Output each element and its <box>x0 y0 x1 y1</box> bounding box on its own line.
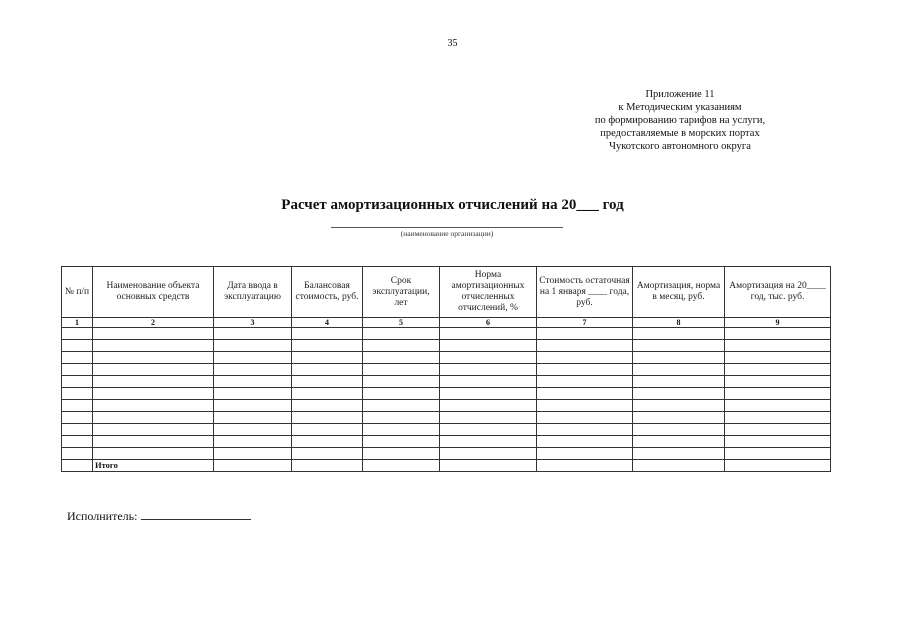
table-row <box>62 448 831 460</box>
table-cell <box>725 328 831 340</box>
table-cell <box>363 400 440 412</box>
column-number-row <box>62 318 831 328</box>
table-cell <box>440 412 537 424</box>
header-number: № п/п <box>62 267 93 318</box>
table-cell <box>440 424 537 436</box>
appendix-line: по формированию тарифов на услуги, <box>594 115 766 126</box>
table-row <box>62 364 831 376</box>
table-cell <box>62 424 93 436</box>
table-cell <box>62 460 93 472</box>
table-cell <box>633 376 725 388</box>
table-cell <box>537 388 633 400</box>
appendix-line: Чукотского автономного округа <box>609 141 751 152</box>
header-monthly-depreciation: Амортизация, норма в месяц, руб. <box>633 267 725 318</box>
table-cell <box>292 460 363 472</box>
table-cell <box>292 412 363 424</box>
table-cell <box>62 364 93 376</box>
executor-signature-line <box>141 507 251 520</box>
header-asset-name: Наименование объекта основных средств <box>93 267 214 318</box>
table-header-row <box>62 267 831 318</box>
table-row <box>62 352 831 364</box>
table-cell <box>62 328 93 340</box>
executor-label: Исполнитель: <box>67 509 138 523</box>
table-cell <box>440 364 537 376</box>
table-cell <box>537 436 633 448</box>
table-cell <box>214 328 292 340</box>
table-cell <box>214 460 292 472</box>
table-cell <box>725 436 831 448</box>
table-cell <box>633 352 725 364</box>
table-cell <box>725 460 831 472</box>
column-number: 7 <box>537 318 633 328</box>
table-cell <box>93 388 214 400</box>
table-cell <box>537 376 633 388</box>
table-cell <box>93 364 214 376</box>
table-cell <box>214 364 292 376</box>
table-cell <box>633 340 725 352</box>
table-cell <box>537 460 633 472</box>
table-row <box>62 388 831 400</box>
table-cell <box>440 436 537 448</box>
table-cell <box>93 424 214 436</box>
table-cell <box>292 424 363 436</box>
table-cell <box>93 400 214 412</box>
table-cell <box>440 352 537 364</box>
appendix-reference <box>560 88 800 153</box>
table-cell <box>725 388 831 400</box>
table-cell <box>633 460 725 472</box>
table-cell <box>292 352 363 364</box>
table-row <box>62 436 831 448</box>
table-cell <box>537 352 633 364</box>
table-cell <box>62 436 93 448</box>
header-residual-value: Стоимость остаточная на 1 января ____ года, руб. <box>537 267 633 318</box>
table-cell <box>440 376 537 388</box>
table-row <box>62 376 831 388</box>
total-row <box>62 460 831 472</box>
table-cell <box>93 376 214 388</box>
table-cell <box>93 412 214 424</box>
table-cell <box>214 376 292 388</box>
table-cell <box>62 376 93 388</box>
table-cell <box>363 352 440 364</box>
header-annual-depreciation: Амортизация на 20____ год, тыс. руб. <box>725 267 831 318</box>
table-cell <box>725 340 831 352</box>
table-cell <box>214 436 292 448</box>
table-row <box>62 400 831 412</box>
header-service-life: Срок эксплуатации, лет <box>363 267 440 318</box>
appendix-line: Приложение 11 <box>645 89 715 100</box>
table-cell <box>62 448 93 460</box>
table-cell <box>93 352 214 364</box>
table-cell <box>537 412 633 424</box>
table-cell <box>537 400 633 412</box>
table-cell <box>363 364 440 376</box>
table-cell <box>537 424 633 436</box>
table-cell <box>633 328 725 340</box>
table-cell <box>537 448 633 460</box>
table-cell <box>633 388 725 400</box>
table-cell <box>93 448 214 460</box>
header-commission-date: Дата ввода в эксплуатацию <box>214 267 292 318</box>
amortization-table <box>61 266 831 472</box>
appendix-line: к Методическим указаниям <box>618 102 742 113</box>
table-cell <box>363 388 440 400</box>
table-cell <box>93 340 214 352</box>
table-cell <box>363 448 440 460</box>
table-cell <box>62 352 93 364</box>
table-cell <box>292 376 363 388</box>
table-cell <box>725 448 831 460</box>
organization-name-line <box>331 227 563 228</box>
table-cell <box>440 328 537 340</box>
appendix-line: предоставляемые в морских портах <box>600 128 760 139</box>
table-cell <box>292 436 363 448</box>
table-cell <box>633 424 725 436</box>
table-cell <box>214 352 292 364</box>
table-cell <box>93 328 214 340</box>
executor-signature <box>67 507 251 524</box>
table-cell <box>440 400 537 412</box>
table-cell <box>292 328 363 340</box>
table-cell <box>440 340 537 352</box>
table-row <box>62 424 831 436</box>
column-number: 4 <box>292 318 363 328</box>
table-cell <box>633 364 725 376</box>
table-cell <box>633 412 725 424</box>
column-number: 2 <box>93 318 214 328</box>
table-cell <box>214 400 292 412</box>
table-cell <box>440 460 537 472</box>
table-cell <box>633 436 725 448</box>
table-row <box>62 340 831 352</box>
table-cell <box>633 448 725 460</box>
column-number: 1 <box>62 318 93 328</box>
table-cell <box>363 460 440 472</box>
table-cell <box>62 400 93 412</box>
table-cell <box>93 436 214 448</box>
organization-caption: (наименование организации) <box>400 229 494 238</box>
table-cell <box>363 340 440 352</box>
table-cell <box>292 340 363 352</box>
header-depreciation-rate: Норма амортизационных отчисленных отчислений, % <box>440 267 537 318</box>
table-cell <box>363 328 440 340</box>
column-number: 5 <box>363 318 440 328</box>
table-cell <box>363 376 440 388</box>
table-cell <box>363 436 440 448</box>
column-number: 3 <box>214 318 292 328</box>
table-cell <box>537 328 633 340</box>
table-cell <box>440 448 537 460</box>
page-number: 35 <box>447 38 458 49</box>
table-cell <box>725 424 831 436</box>
header-book-value: Балансовая стоимость, руб. <box>292 267 363 318</box>
table-cell <box>363 412 440 424</box>
table-cell <box>725 352 831 364</box>
table-row <box>62 412 831 424</box>
table-cell <box>214 424 292 436</box>
table-cell <box>214 448 292 460</box>
column-number: 6 <box>440 318 537 328</box>
table-cell <box>62 412 93 424</box>
table-cell <box>633 400 725 412</box>
column-number: 8 <box>633 318 725 328</box>
table-body <box>62 328 831 472</box>
table-cell <box>292 448 363 460</box>
table-cell <box>725 412 831 424</box>
table-cell <box>537 340 633 352</box>
table-cell <box>292 364 363 376</box>
table-cell <box>537 364 633 376</box>
table-cell <box>363 424 440 436</box>
table-cell <box>62 340 93 352</box>
table-cell <box>214 388 292 400</box>
table-cell <box>725 400 831 412</box>
table-row <box>62 328 831 340</box>
table-cell <box>725 364 831 376</box>
document-title: Расчет амортизационных отчислений на 20___ год <box>281 197 624 213</box>
table-cell <box>62 388 93 400</box>
column-number: 9 <box>725 318 831 328</box>
table-cell <box>440 388 537 400</box>
table-cell <box>292 400 363 412</box>
table-cell <box>292 388 363 400</box>
table-cell <box>214 412 292 424</box>
table-cell <box>725 376 831 388</box>
table-cell <box>214 340 292 352</box>
total-label: Итого <box>93 460 214 472</box>
